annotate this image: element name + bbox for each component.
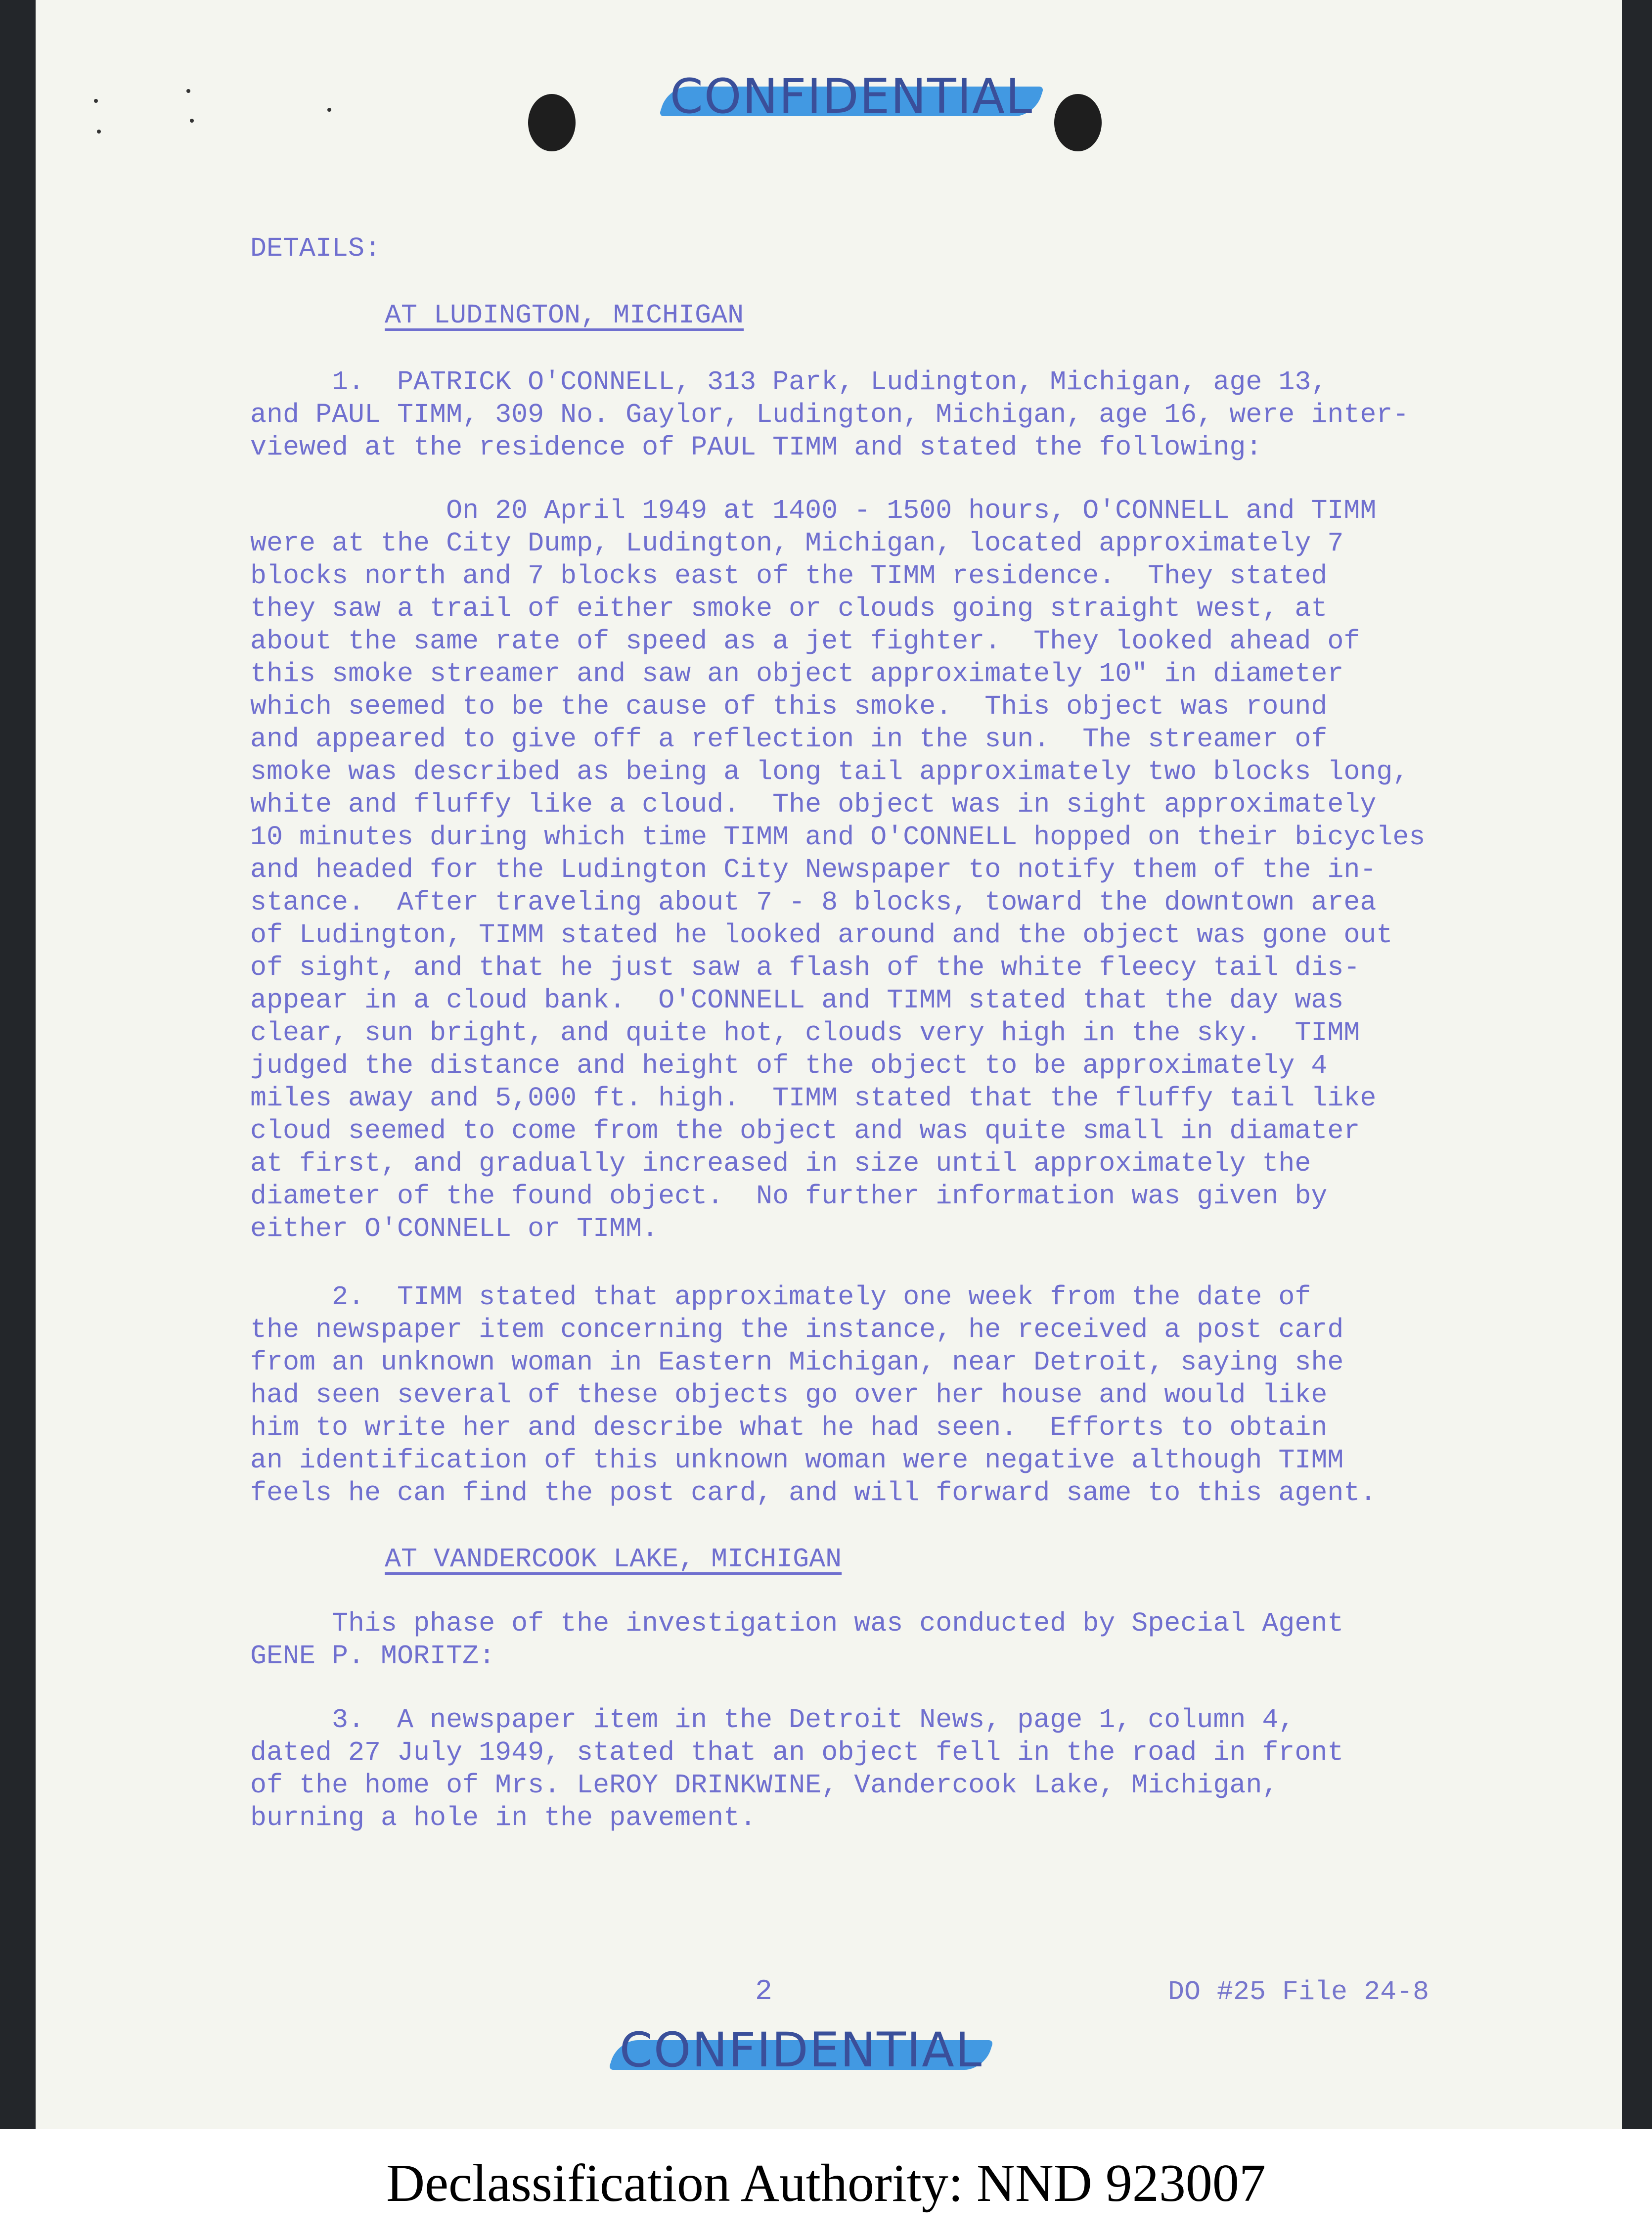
section-heading-ludington: AT LUDINGTON, MICHIGAN bbox=[385, 300, 744, 331]
punch-hole-right bbox=[1054, 94, 1102, 151]
stamp-label: CONFIDENTIAL bbox=[619, 2022, 983, 2078]
paper-speck bbox=[327, 108, 331, 112]
paper-speck bbox=[186, 89, 190, 93]
details-label: DETAILS: bbox=[250, 233, 381, 264]
caption-bar bbox=[0, 2129, 1652, 2238]
confidential-stamp-top bbox=[664, 59, 1039, 134]
paragraph-3: 3. A newspaper item in the Detroit News, page 1, column 4, dated 27 July 1949, stated that an object fell in the road in front of the home of Mrs. LeROY DRINKWINE, Vandercook Lake, Michigan, burning a hole in the pavement. bbox=[250, 1704, 1344, 1833]
paragraph-1: 1. PATRICK O'CONNELL, 313 Park, Ludington, Michigan, age 13, and PAUL TIMM, 309 No. Gaylor, Ludington, Michigan, age 16, were inter- viewed at the residence of PAUL TIMM and stated the following: bbox=[250, 366, 1409, 463]
paragraph-2: 2. TIMM stated that approximately one week from the date of the newspaper item concerning the instance, he received a post card from an unknown woman in Eastern Michigan, near Detroit, saying she had seen several of these objects go over her house and would like him to write her and describe what he had seen. Efforts to obtain an identification of this unknown woman were negative although TIMM feels he can find the post card, and will forward same to this agent. bbox=[250, 1281, 1377, 1508]
vandercook-intro: This phase of the investigation was conducted by Special Agent GENE P. MORITZ: bbox=[250, 1608, 1344, 1672]
confidential-stamp-bottom bbox=[613, 2013, 989, 2087]
paper-speck bbox=[94, 99, 98, 103]
file-reference: DO #25 File 24-8 bbox=[1168, 1976, 1429, 2008]
document-page bbox=[36, 0, 1622, 2129]
punch-hole-left bbox=[528, 94, 576, 151]
declassification-caption: Declassification Authority: NND 923007 bbox=[386, 2154, 1266, 2213]
stamp-label: CONFIDENTIAL bbox=[670, 69, 1033, 124]
paper-speck bbox=[190, 119, 194, 123]
page-number: 2 bbox=[755, 1976, 772, 2008]
paper-speck bbox=[97, 130, 101, 134]
witness-statement: On 20 April 1949 at 1400 - 1500 hours, O'CONNELL and TIMM were at the City Dump, Ludington, Michigan, located approximately 7 blocks north and 7 blocks east of the TIMM residence. They stated they saw a trail of either smoke or clouds going straight west, at about the same rate of speed as a jet fighter. They looked ahead of this smoke streamer and saw an object approximately 10" in diameter which seemed to be the cause of this smoke. This object was round and appeared to give off a reflection in the sun. The streamer of smoke was described as being a long tail approximately two blocks long, white and fluffy like a cloud. The object was in sight approximately 10 minutes during which time TIMM and O'CONNELL hopped on their bicycles and headed for the Ludington City Newspaper to notify them of the in- stance. After traveling about 7 - 8 blocks, toward the downtown area of Ludington, TIMM stated he looked around and the object was gone out of sight, and that he just saw a flash of the white fleecy tail dis- appear in a cloud bank. O'CONNELL and TIMM stated that the day was clear, sun bright, and quite hot, clouds very high in the sky. TIMM judged the distance and height of the object to be approximately 4 miles away and 5,000 ft. high. TIMM stated that the fluffy tail like cloud seemed to come from the object and was quite small in diamater at first, and gradually increased in size until approximately the diameter of the found object. No further information was given by either O'CONNELL or TIMM. bbox=[250, 495, 1426, 1244]
section-heading-vandercook: AT VANDERCOOK LAKE, MICHIGAN bbox=[385, 1544, 842, 1575]
